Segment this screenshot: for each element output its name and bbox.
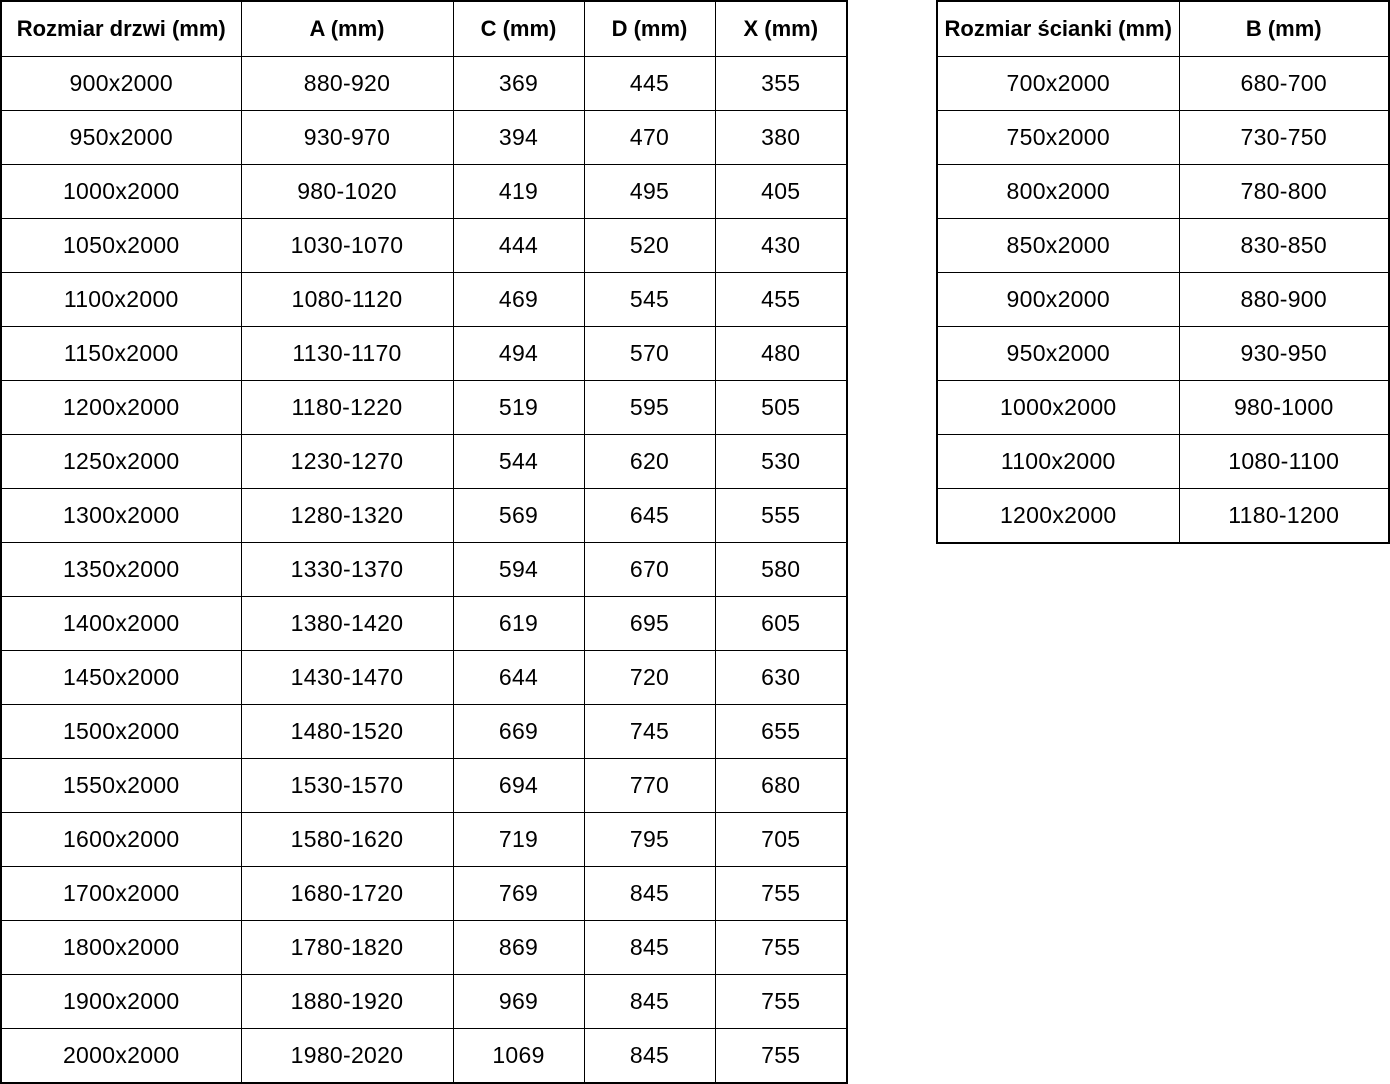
table-row	[937, 273, 1389, 327]
table-cell: 1050x2000	[1, 219, 241, 273]
table-row	[937, 111, 1389, 165]
table-cell: 1200x2000	[937, 489, 1179, 544]
table-cell: 545	[584, 273, 715, 327]
table-cell: 1700x2000	[1, 867, 241, 921]
table-cell: 1350x2000	[1, 543, 241, 597]
table-cell: 869	[453, 921, 584, 975]
table-row	[1, 867, 847, 921]
column-header-x: X (mm)	[715, 1, 847, 57]
table-cell: 1280-1320	[241, 489, 453, 543]
table-cell: 1080-1100	[1179, 435, 1389, 489]
table-cell: 900x2000	[937, 273, 1179, 327]
table-cell: 619	[453, 597, 584, 651]
table-cell: 520	[584, 219, 715, 273]
table-cell: 405	[715, 165, 847, 219]
table-cell: 2000x2000	[1, 1029, 241, 1084]
table-row	[1, 219, 847, 273]
table-cell: 980-1000	[1179, 381, 1389, 435]
table-cell: 845	[584, 921, 715, 975]
table-cell: 900x2000	[1, 57, 241, 111]
table-cell: 850x2000	[937, 219, 1179, 273]
column-header-rozmiar-scianki: Rozmiar ścianki (mm)	[937, 1, 1179, 57]
table-cell: 1800x2000	[1, 921, 241, 975]
table-cell: 800x2000	[937, 165, 1179, 219]
table-row	[1, 1029, 847, 1084]
table-cell: 1000x2000	[1, 165, 241, 219]
table-row	[1, 705, 847, 759]
table-cell: 394	[453, 111, 584, 165]
table-cell: 1180-1200	[1179, 489, 1389, 544]
table-cell: 845	[584, 867, 715, 921]
table-cell: 1780-1820	[241, 921, 453, 975]
table-cell: 755	[715, 1029, 847, 1084]
table-cell: 755	[715, 921, 847, 975]
table-header-row	[937, 1, 1389, 57]
table-cell: 355	[715, 57, 847, 111]
table-cell: 419	[453, 165, 584, 219]
table-cell: 1330-1370	[241, 543, 453, 597]
table-cell: 750x2000	[937, 111, 1179, 165]
table-cell: 745	[584, 705, 715, 759]
table-cell: 950x2000	[937, 327, 1179, 381]
table-cell: 780-800	[1179, 165, 1389, 219]
table-cell: 695	[584, 597, 715, 651]
table-cell: 670	[584, 543, 715, 597]
table-cell: 1300x2000	[1, 489, 241, 543]
table-cell: 555	[715, 489, 847, 543]
table-cell: 1880-1920	[241, 975, 453, 1029]
table-row	[1, 273, 847, 327]
table-cell: 644	[453, 651, 584, 705]
table-cell: 830-850	[1179, 219, 1389, 273]
table-cell: 1680-1720	[241, 867, 453, 921]
table-cell: 455	[715, 273, 847, 327]
table-cell: 1380-1420	[241, 597, 453, 651]
table-cell: 544	[453, 435, 584, 489]
table-cell: 1900x2000	[1, 975, 241, 1029]
table-cell: 880-920	[241, 57, 453, 111]
table-cell: 930-970	[241, 111, 453, 165]
table-cell: 1100x2000	[1, 273, 241, 327]
table-cell: 570	[584, 327, 715, 381]
table-cell: 505	[715, 381, 847, 435]
table-cell: 1100x2000	[937, 435, 1179, 489]
table-row	[937, 219, 1389, 273]
table-row	[1, 975, 847, 1029]
table-cell: 655	[715, 705, 847, 759]
table-cell: 645	[584, 489, 715, 543]
table-cell: 845	[584, 1029, 715, 1084]
table-row	[1, 435, 847, 489]
table-cell: 1080-1120	[241, 273, 453, 327]
table-row	[937, 381, 1389, 435]
table-cell: 444	[453, 219, 584, 273]
table-cell: 430	[715, 219, 847, 273]
table-cell: 1580-1620	[241, 813, 453, 867]
table-cell: 705	[715, 813, 847, 867]
column-header-b: B (mm)	[1179, 1, 1389, 57]
table-cell: 730-750	[1179, 111, 1389, 165]
door-sizes-table-body	[1, 57, 847, 1084]
table-row	[1, 57, 847, 111]
table-row	[1, 111, 847, 165]
table-cell: 1550x2000	[1, 759, 241, 813]
table-cell: 469	[453, 273, 584, 327]
table-cell: 470	[584, 111, 715, 165]
table-cell: 669	[453, 705, 584, 759]
table-row	[1, 651, 847, 705]
table-cell: 755	[715, 975, 847, 1029]
column-header-rozmiar-drzwi: Rozmiar drzwi (mm)	[1, 1, 241, 57]
table-cell: 755	[715, 867, 847, 921]
wall-sizes-table-body	[937, 57, 1389, 544]
table-cell: 680-700	[1179, 57, 1389, 111]
wall-sizes-table	[936, 0, 1390, 544]
table-cell: 720	[584, 651, 715, 705]
column-header-a: A (mm)	[241, 1, 453, 57]
table-cell: 1250x2000	[1, 435, 241, 489]
table-cell: 1430-1470	[241, 651, 453, 705]
table-cell: 480	[715, 327, 847, 381]
table-cell: 700x2000	[937, 57, 1179, 111]
table-row	[1, 813, 847, 867]
table-cell: 980-1020	[241, 165, 453, 219]
table-cell: 1980-2020	[241, 1029, 453, 1084]
table-cell: 1400x2000	[1, 597, 241, 651]
table-row	[1, 165, 847, 219]
table-row	[937, 489, 1389, 544]
table-row	[937, 435, 1389, 489]
table-cell: 495	[584, 165, 715, 219]
table-cell: 1530-1570	[241, 759, 453, 813]
table-cell: 769	[453, 867, 584, 921]
table-cell: 1000x2000	[937, 381, 1179, 435]
table-row	[1, 543, 847, 597]
table-cell: 630	[715, 651, 847, 705]
column-header-d: D (mm)	[584, 1, 715, 57]
table-cell: 1200x2000	[1, 381, 241, 435]
table-row	[937, 165, 1389, 219]
door-sizes-table-head	[1, 1, 847, 57]
table-row	[937, 57, 1389, 111]
table-cell: 369	[453, 57, 584, 111]
table-cell: 1450x2000	[1, 651, 241, 705]
table-cell: 1500x2000	[1, 705, 241, 759]
table-cell: 1130-1170	[241, 327, 453, 381]
table-cell: 530	[715, 435, 847, 489]
table-row	[1, 381, 847, 435]
table-row	[1, 759, 847, 813]
table-cell: 1180-1220	[241, 381, 453, 435]
table-row	[1, 921, 847, 975]
table-cell: 845	[584, 975, 715, 1029]
table-cell: 1600x2000	[1, 813, 241, 867]
table-cell: 930-950	[1179, 327, 1389, 381]
table-cell: 1230-1270	[241, 435, 453, 489]
wall-sizes-table-head	[937, 1, 1389, 57]
table-cell: 694	[453, 759, 584, 813]
table-row	[937, 327, 1389, 381]
table-cell: 1069	[453, 1029, 584, 1084]
table-cell: 950x2000	[1, 111, 241, 165]
table-cell: 719	[453, 813, 584, 867]
table-row	[1, 327, 847, 381]
table-cell: 880-900	[1179, 273, 1389, 327]
table-cell: 1150x2000	[1, 327, 241, 381]
table-cell: 680	[715, 759, 847, 813]
table-cell: 1480-1520	[241, 705, 453, 759]
table-cell: 595	[584, 381, 715, 435]
table-cell: 580	[715, 543, 847, 597]
table-cell: 494	[453, 327, 584, 381]
table-cell: 795	[584, 813, 715, 867]
table-cell: 605	[715, 597, 847, 651]
table-cell: 380	[715, 111, 847, 165]
table-row	[1, 597, 847, 651]
column-header-c: C (mm)	[453, 1, 584, 57]
table-cell: 519	[453, 381, 584, 435]
table-cell: 1030-1070	[241, 219, 453, 273]
table-cell: 445	[584, 57, 715, 111]
table-cell: 569	[453, 489, 584, 543]
table-row	[1, 489, 847, 543]
table-cell: 594	[453, 543, 584, 597]
table-header-row	[1, 1, 847, 57]
table-cell: 770	[584, 759, 715, 813]
table-cell: 969	[453, 975, 584, 1029]
table-cell: 620	[584, 435, 715, 489]
